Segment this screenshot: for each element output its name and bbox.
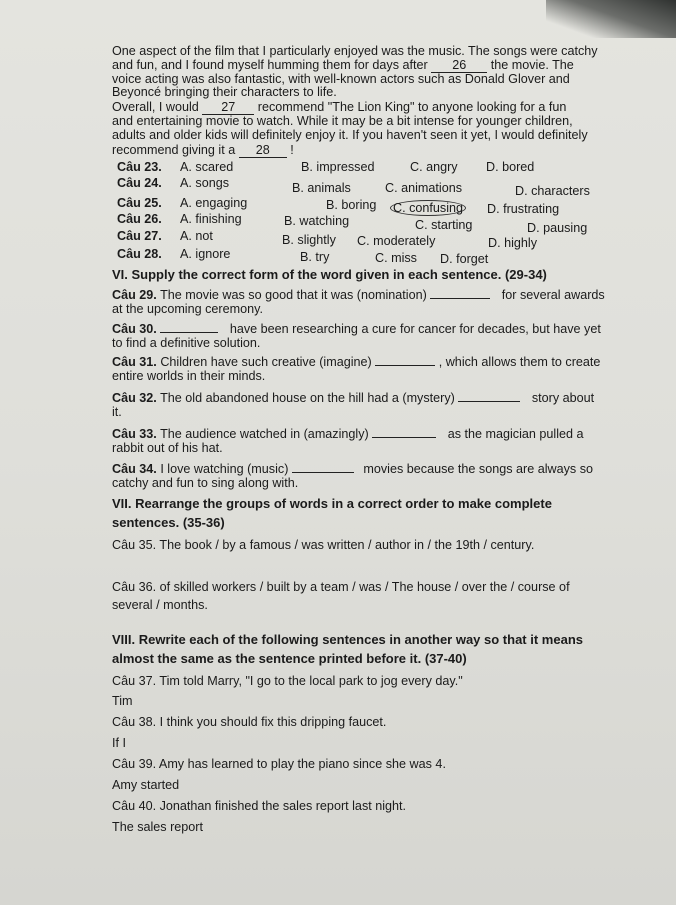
passage-line-3: voice acting was also fantastic, with well-known actors such as Donald Glover and bbox=[112, 72, 570, 86]
passage-line-7: adults and older kids will definitely enjoy it. If you haven't seen it yet, I would definitely bbox=[112, 128, 588, 142]
section-8-heading: VIII. Rewrite each of the following sentences in another way so that it means bbox=[112, 632, 583, 647]
worksheet-page: One aspect of the film that I particularly enjoyed was the music. The songs were catchy and fun, and I found myself humming them for days after 26 the movie. The voice acting was also fantastic, with well-known actors such as Donald Glover and Beyoncé bringing their characters to life. Overall, I would 27 recommend "The Lion King" to anyone looking for a fun and entertaining movie to watch. While it may be a bit intense for younger children, adults and older kids will definitely enjoy it. If you haven't seen it yet, I would definitely recommend giving it a 28 ! Câu 23. A. scared B. impressed C. angry D. bored Câu 24. A. songs B. animals C. animations D. characters Câu 25. A. engaging B. boring C. confusing D. frustrating Câu 26. A. finishing B. watching C. starting D. pausing Câu 27. A. not B. slightly C. moderately D. highly Câu 28. A. ignore B. try C. miss D. forget VI. Supply the correct form of the word given in each sentence. (29-34) Câu 29. The movie was so good that it was (nomination) for several awards at the upcoming ceremony. Câu 30. have been researching a cure for cancer for decades, but have yet to find a definitive solution. Câu 31. Children have such creative (imagine) , which allows them to create entire worlds in their minds. Câu 32. The old abandoned house on the hill had a (mystery) story about it. Câu 33. The audience watched in (amazingly) as the magician pulled a rabbit out of his hat. Câu 34. I love watching (music) movies because the songs are always so catchy and fun to sing along with. VII. Rearrange the groups of words in a correct order to make complete sentences. (35-36) Câu 35. The book / by a famous / was written / author in / the 19th / century. Câu 36. of skilled workers / built by a team / was / The house / over the / course of several / months. VIII. Rewrite each of the following sentences in another way so that it means almost the same as the sentence printed before it. (37-40) Câu 37. Tim told Marry, "I go to the local park to jog every day." Tim Câu 38. I think you should fix this dripping faucet. If I Câu 39. Amy has learned to play the piano since she was 4. Amy started Câu 40. Jonathan finished the sales report last night. The sales report bbox=[0, 0, 676, 905]
question-30: Câu 30. have been researching a cure for cancer for decades, but have yet bbox=[112, 322, 601, 336]
question-31: Câu 31. Children have such creative (imagine) , which allows them to create bbox=[112, 355, 601, 369]
question-34: Câu 34. I love watching (music) movies because the songs are always so bbox=[112, 462, 593, 476]
passage-line-4: Beyoncé bringing their characters to life. bbox=[112, 85, 337, 99]
question-33: Câu 33. The audience watched in (amazingly) as the magician pulled a bbox=[112, 427, 584, 441]
question-36: Câu 36. of skilled workers / built by a team / was / The house / over the / course of bbox=[112, 580, 570, 594]
passage-line-6: and entertaining movie to watch. While it may be a bit intense for younger children, bbox=[112, 114, 573, 128]
blank-26: 26 bbox=[431, 58, 487, 73]
question-39: Câu 39. Amy has learned to play the piano since she was 4. bbox=[112, 757, 446, 771]
question-32-cont: it. bbox=[112, 405, 122, 419]
section-8-heading-cont: almost the same as the sentence printed before it. (37-40) bbox=[112, 651, 467, 666]
section-6-heading: VI. Supply the correct form of the word given in each sentence. (29-34) bbox=[112, 267, 547, 282]
answer-blank bbox=[430, 298, 490, 299]
question-33-cont: rabbit out of his hat. bbox=[112, 441, 223, 455]
question-35: Câu 35. The book / by a famous / was written / author in / the 19th / century. bbox=[112, 538, 535, 552]
passage-line-1: One aspect of the film that I particularly enjoyed was the music. The songs were catchy bbox=[112, 44, 598, 58]
answer-40-start: The sales report bbox=[112, 820, 203, 834]
answer-38-start: If I bbox=[112, 736, 126, 750]
question-29: Câu 29. The movie was so good that it was (nomination) for several awards bbox=[112, 288, 605, 302]
question-36-cont: several / months. bbox=[112, 598, 208, 612]
answer-blank bbox=[292, 472, 354, 473]
answer-blank bbox=[458, 401, 520, 402]
answer-39-start: Amy started bbox=[112, 778, 180, 792]
answer-blank bbox=[160, 332, 218, 333]
question-34-cont: catchy and fun to sing along with. bbox=[112, 476, 299, 490]
answer-blank bbox=[375, 365, 435, 366]
section-7-heading: VII. Rearrange the groups of words in a correct order to make complete bbox=[112, 496, 552, 511]
question-30-cont: to find a definitive solution. bbox=[112, 336, 261, 350]
answer-blank bbox=[372, 437, 436, 438]
passage-line-2: and fun, and I found myself humming them for days after 26 the movie. The bbox=[112, 58, 574, 72]
answer-37-start: Tim bbox=[112, 694, 133, 708]
question-29-cont: at the upcoming ceremony. bbox=[112, 302, 263, 316]
passage-line-5: Overall, I would 27 recommend "The Lion King" to anyone looking for a fun bbox=[112, 100, 567, 114]
passage-line-8: recommend giving it a 28 ! bbox=[112, 143, 294, 157]
dark-corner-shadow bbox=[546, 0, 676, 38]
question-40: Câu 40. Jonathan finished the sales report last night. bbox=[112, 799, 407, 813]
circled-answer: C. confusing bbox=[390, 201, 466, 215]
question-31-cont: entire worlds in their minds. bbox=[112, 369, 266, 383]
blank-27: 27 bbox=[202, 100, 254, 115]
question-32: Câu 32. The old abandoned house on the hill had a (mystery) story about bbox=[112, 391, 595, 405]
section-7-heading-cont: sentences. (35-36) bbox=[112, 515, 225, 530]
blank-28: 28 bbox=[239, 143, 287, 158]
question-37: Câu 37. Tim told Marry, "I go to the local park to jog every day." bbox=[112, 674, 463, 688]
question-38: Câu 38. I think you should fix this dripping faucet. bbox=[112, 715, 387, 729]
